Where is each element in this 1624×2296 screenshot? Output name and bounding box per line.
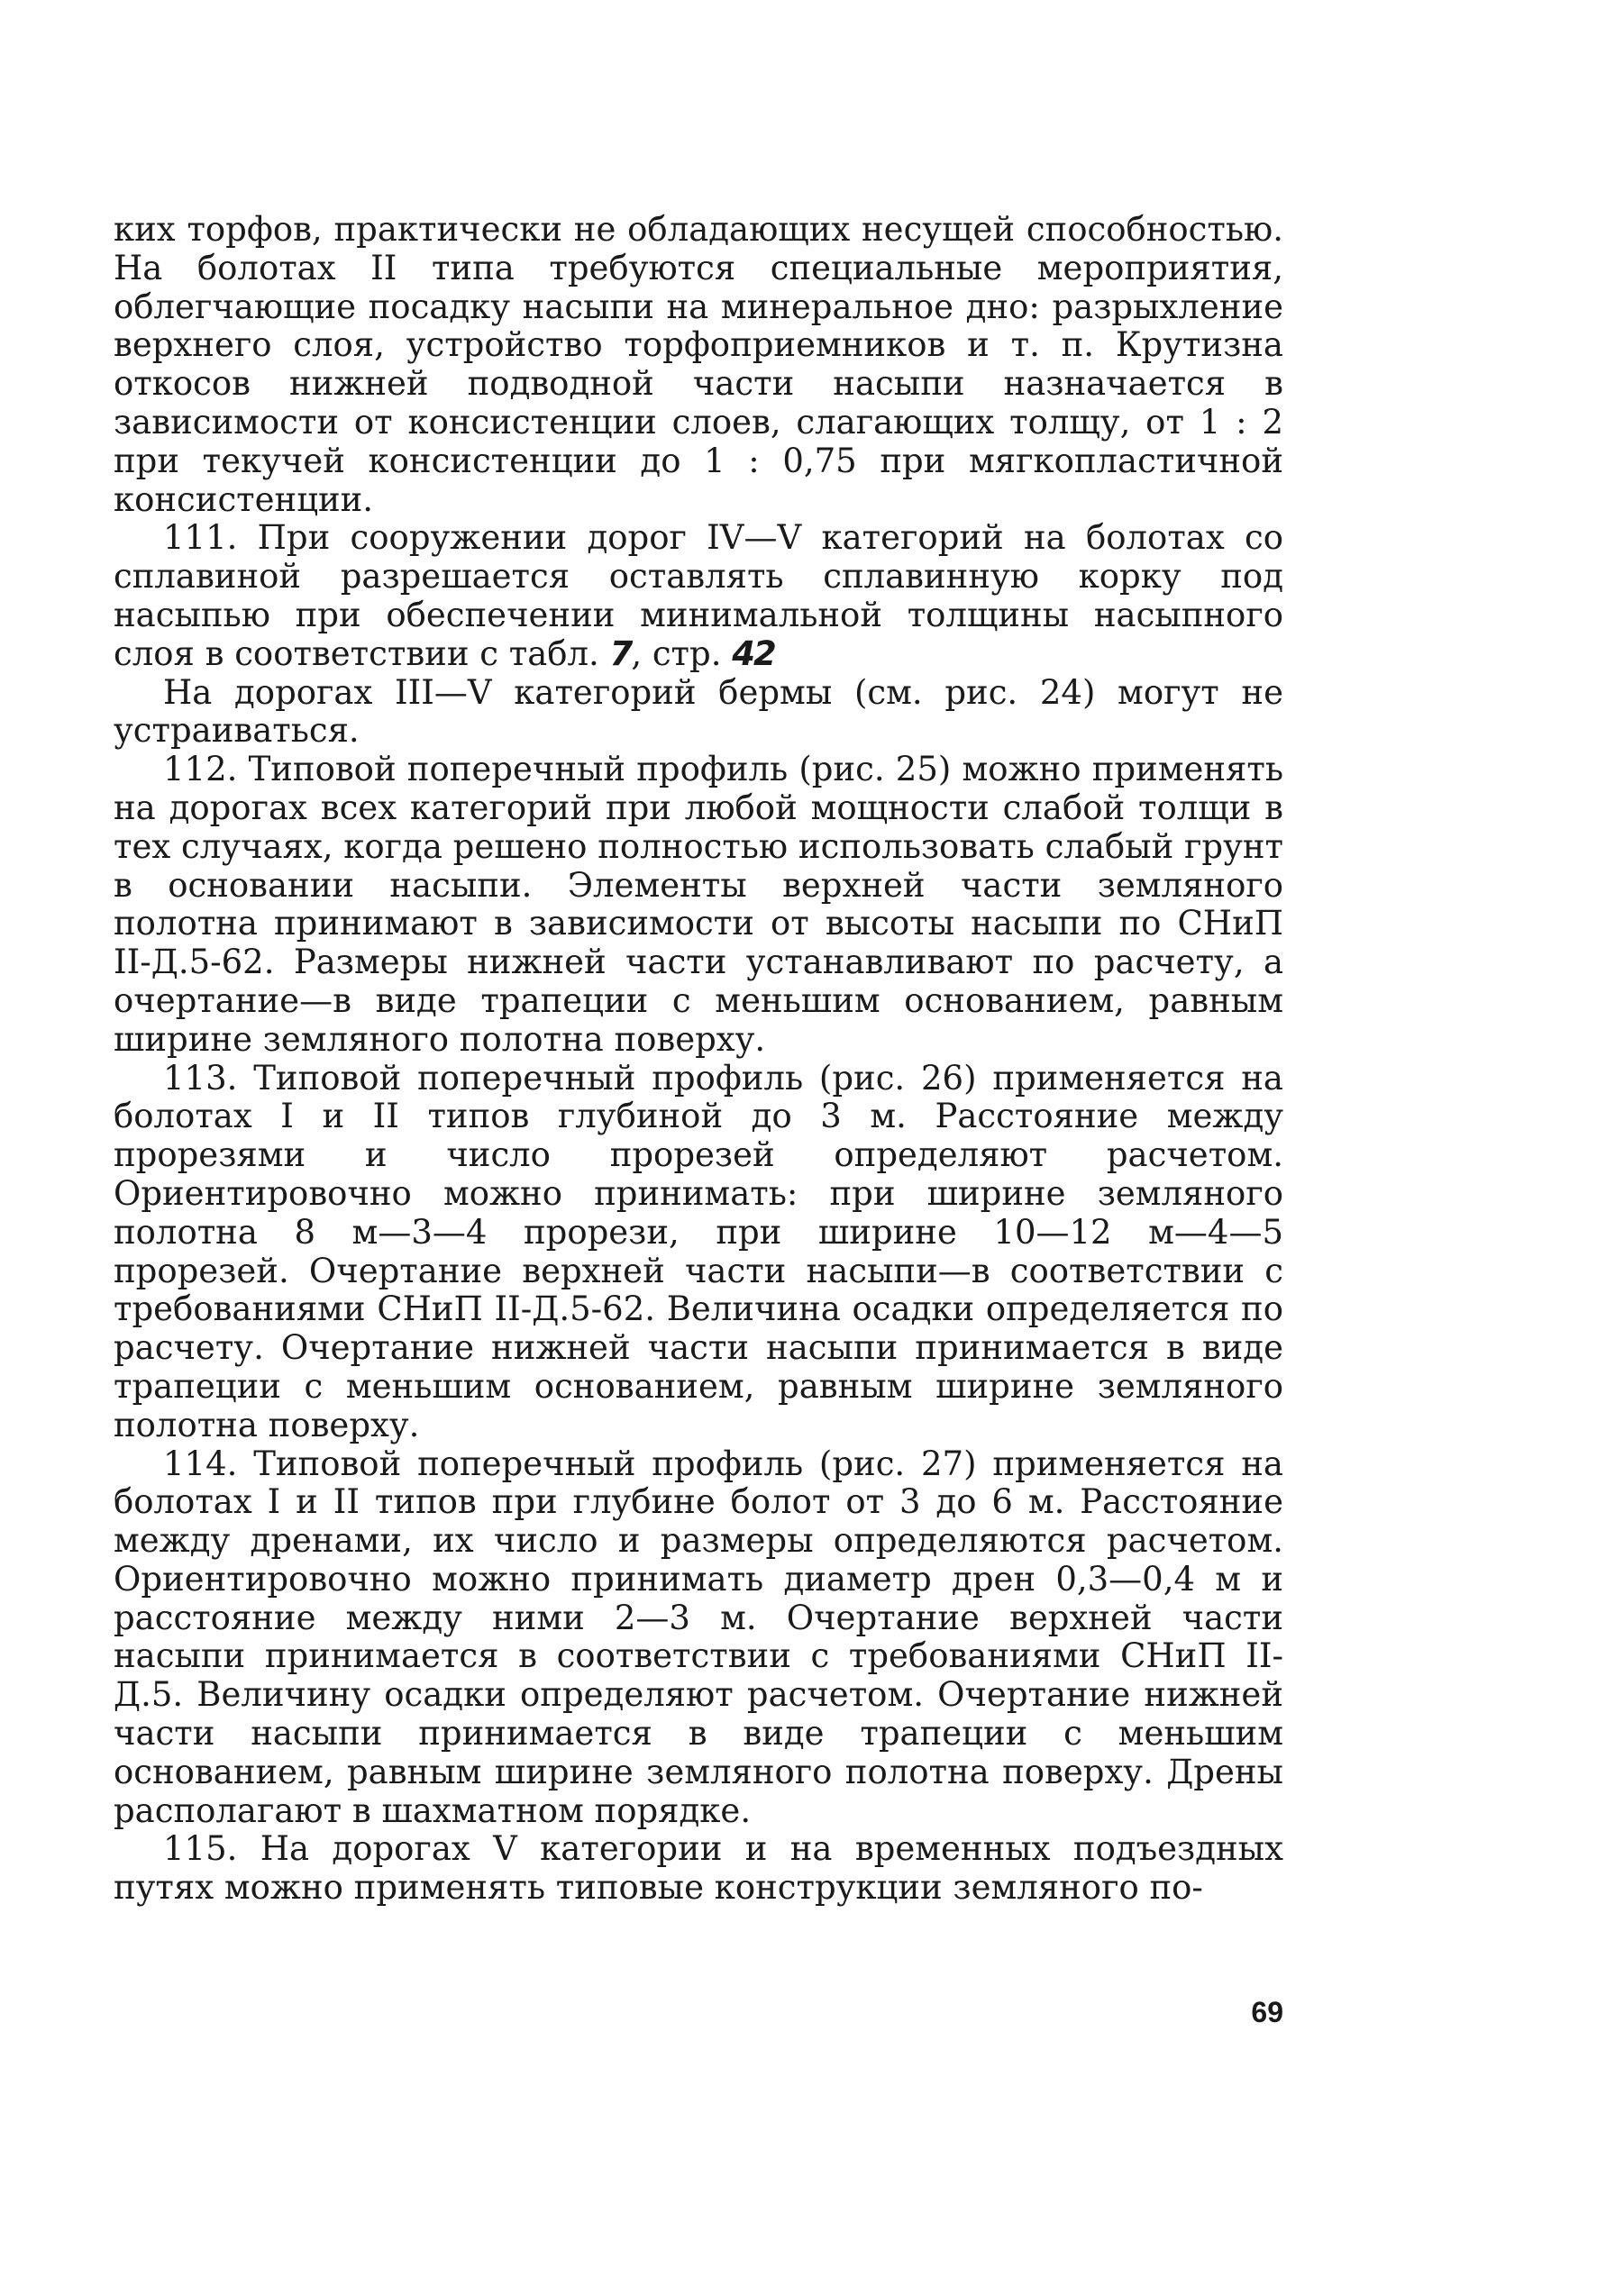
- paragraph-112: 112. Типовой поперечный профиль (рис. 25) можно применять на дорогах всех категорий при любой мощности слабой толщи в тех случаях, когда решено полностью использовать слабый грунт в основании насыпи. Элементы верхней части земляного полотна принимают в зависимости от высоты насыпи по СНиП II-Д.5-62. Размеры нижней части устанавливают по расчету, а очертание—в виде трапеции с меньшим основанием, равным ширине земляного полотна поверху.: [114, 750, 1283, 1059]
- paragraph-111-text: 111. При сооружении дорог IV—V категорий на болотах со сплавиной разрешается оставлять сплавинную корку под насыпью при обеспечении минимальной толщины насыпного слоя в соответствии с табл.: [114, 518, 1283, 673]
- handwritten-page-number: 42: [732, 633, 775, 673]
- page-number: 69: [1251, 1996, 1283, 2028]
- handwritten-table-number: 7: [609, 633, 632, 673]
- paragraph-113: 113. Типовой поперечный профиль (рис. 26) применяется на болотах I и II типов глубиной до 3 м. Расстояние между прорезями и число прорезей определяют расчетом. Ориентировочно можно принимать: при ширине земляного полотна 8 м—3—4 прорези, при ширине 10—12 м—4—5 прорезей. Очертание верхней части насыпи—в соответствии с требованиями СНиП II-Д.5-62. Величина осадки определяется по расчету. Очертание нижней части насыпи принимается в виде трапеции с меньшим основанием, равным ширине земляного полотна поверху.: [114, 1058, 1283, 1444]
- text-column: [114, 211, 1283, 1908]
- paragraph-111-continued: На дорогах III—V категорий бермы (см. рис. 24) могут не устраиваться.: [114, 672, 1283, 751]
- paragraph-115: 115. На дорогах V категории и на временных подъездных путях можно применять типовые конструкции земляного по-: [114, 1829, 1283, 1908]
- paragraph-111: [114, 519, 1283, 673]
- paragraph-continuation: ких торфов, практически не обладающих несущей способностью. На болотах II типа требуются специальные мероприятия, облегчающие посадку насыпи на минеральное дно: разрыхление верхнего слоя, устройство торфоприемников и т. п. Крутизна откосов нижней подводной части насыпи назначается в зависимости от консистенции слоев, слагающих толщу, от 1 : 2 при текучей консистенции до 1 : 0,75 при мягкопластичной консистенции.: [114, 210, 1283, 519]
- paragraph-114: 114. Типовой поперечный профиль (рис. 27) применяется на болотах I и II типов при глубине болот от 3 до 6 м. Расстояние между дренами, их число и размеры определяются расчетом. Ориентировочно можно принимать диаметр дрен 0,3—0,4 м и расстояние между ними 2—3 м. Очертание верхней части насыпи принимается в соответствии с требованиями СНиП II-Д.5. Величину осадки определяют расчетом. Очертание нижней части насыпи принимается в виде трапеции с меньшим основанием, равным ширине земляного полотна поверху. Дрены располагают в шахматном порядке.: [114, 1444, 1283, 1830]
- paragraph-111-text-middle: , стр.: [631, 633, 733, 673]
